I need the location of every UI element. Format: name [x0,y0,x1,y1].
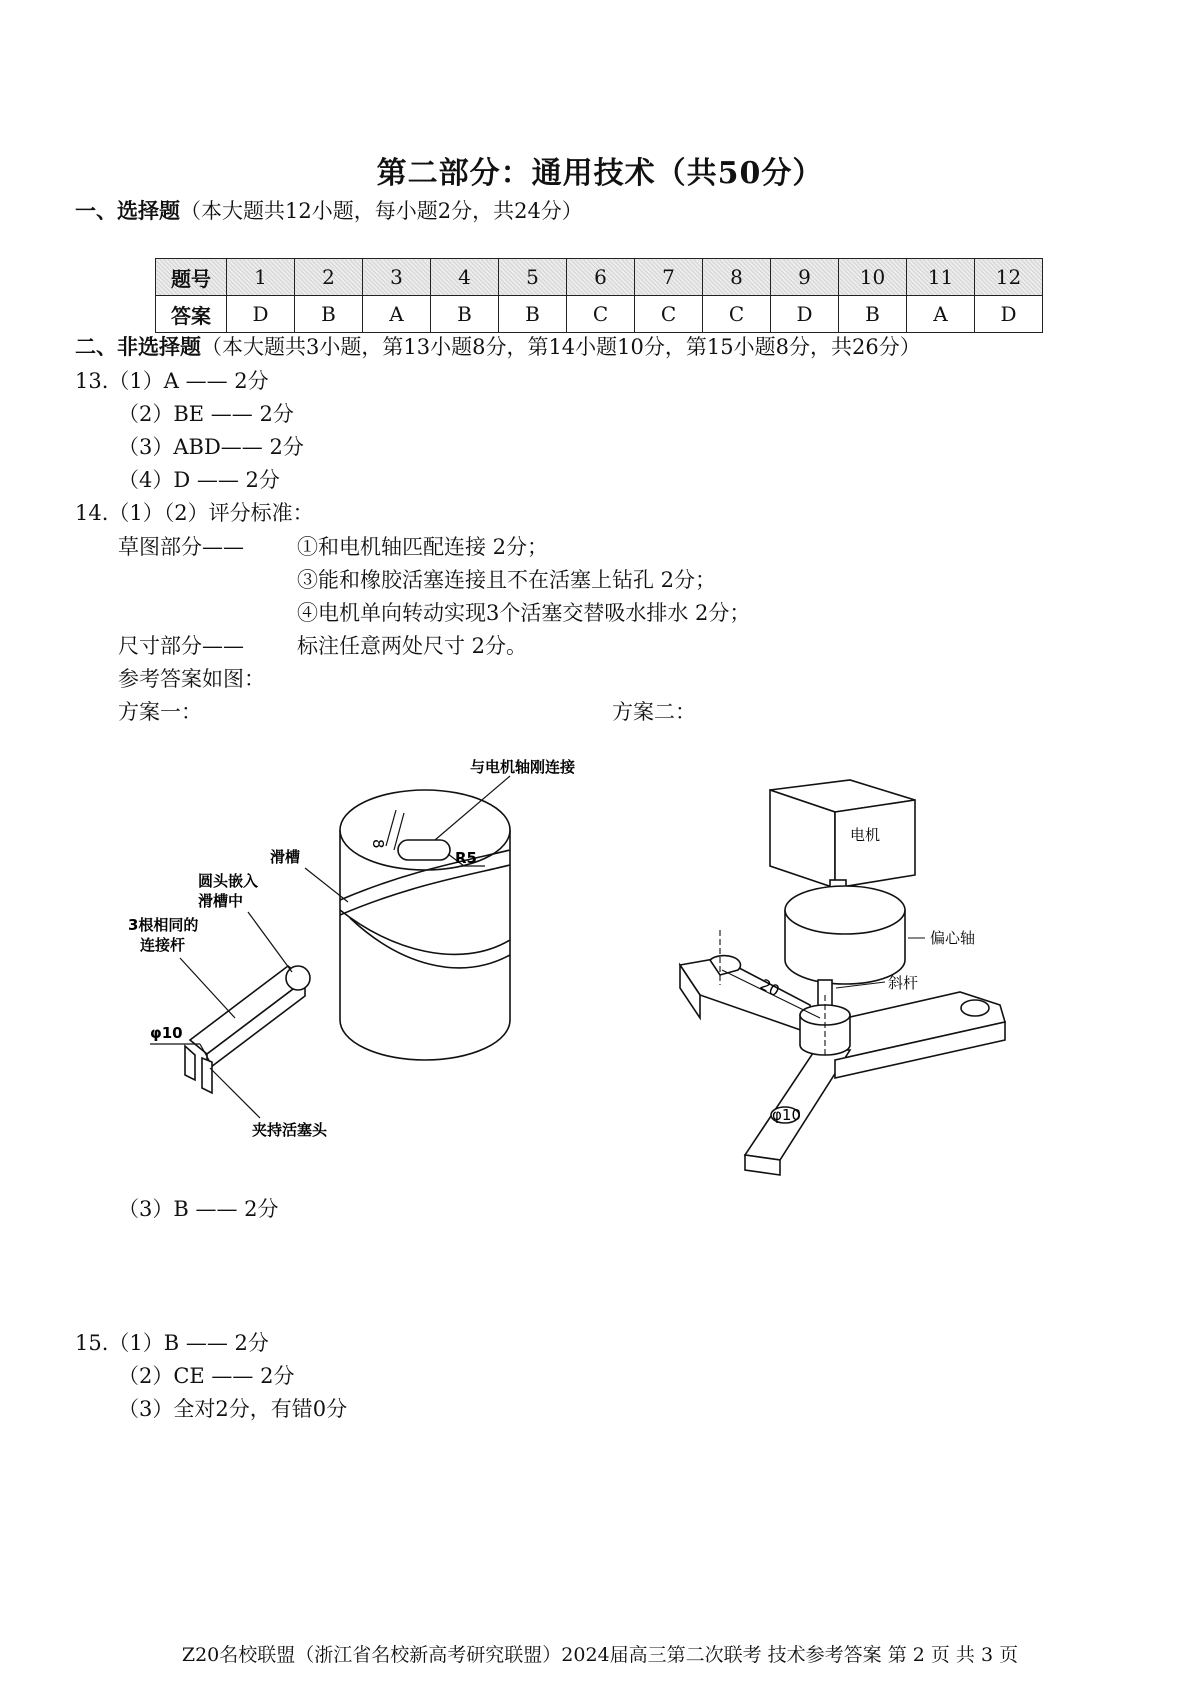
ball-label-2: 滑槽中 [198,892,244,910]
groove-label: 滑槽 [270,848,301,866]
clamp-label: 夹持活塞头 [252,1121,328,1139]
table-cell: B [431,296,499,333]
slant-label: 斜杆 [888,974,919,992]
table-cell: 3 [363,259,431,296]
section2-heading: 二、非选择题 [75,334,201,359]
eccentric-label: 偏心轴 [930,929,976,947]
q15-line-3: （3）全对2分，有错0分 [118,1397,348,1421]
section2-note: （本大题共3小题，第13小题8分，第14小题10分，第15小题8分，共26分） [201,335,921,359]
table-cell: A [363,296,431,333]
table-cell: A [907,296,975,333]
table-cell: D [975,296,1043,333]
r5-label: R5 [455,849,477,867]
q15-line-2: （2）CE —— 2分 [118,1364,295,1388]
motor-label: 电机 [850,826,881,844]
table-cell: 7 [635,259,703,296]
section2-heading-line [75,331,921,361]
answer-table [155,258,1043,333]
table-cell: 11 [907,259,975,296]
rod-fork-left [185,1046,195,1080]
table-cell: C [635,296,703,333]
motor-link-label: 与电机轴刚连接 [470,758,576,776]
table-row-answers [156,296,1043,333]
section1-heading: 一、选择题 [75,198,180,223]
q14-sketch-item-3: ④电机单向转动实现3个活塞交替吸水排水 2分； [297,601,751,625]
page-footer: Z20名校联盟（浙江省名校新高考研究联盟）2024届高三第二次联考 技术参考答案 第 2 页 共 3 页 [181,1644,1019,1666]
q13-line-3: （3）ABD—— 2分 [118,435,304,459]
table-cell: C [567,296,635,333]
table-cell: 6 [567,259,635,296]
phi10-label: φ10 [150,1024,183,1042]
ball-label-1: 圆头嵌入 [198,872,259,890]
hole-right [961,1000,989,1016]
table-cell: 2 [295,259,363,296]
plan1-figure [110,750,610,1170]
section1-note: （本大题共12小题，每小题2分，共24分） [180,199,583,223]
q14-dim-label: 尺寸部分—— [118,634,244,658]
table-cell: B [839,296,907,333]
clamp-leader [210,1068,260,1118]
dim8-label: 8 [369,839,387,849]
q13-line-2: （2）BE —— 2分 [118,402,294,426]
top-slot [398,840,450,860]
table-cell: 5 [499,259,567,296]
table-cell: D [227,296,295,333]
table-cell: 12 [975,259,1043,296]
q14-sketch-label: 草图部分—— [118,535,244,559]
table-cell-label: 答案 [156,296,227,333]
rods-leader [180,958,235,1018]
table-cell-label: 题号 [156,259,227,296]
section1-heading-line [75,195,583,225]
plan2-figure [660,760,1040,1180]
table-cell: 10 [839,259,907,296]
ball-leader [248,912,292,972]
table-row-numbers [156,259,1043,296]
rod-fork-right [202,1058,212,1093]
table-cell: 4 [431,259,499,296]
q14-ref: 参考答案如图： [118,667,265,691]
q14-3: （3）B —— 2分 [118,1197,279,1221]
table-cell: 9 [771,259,839,296]
phi10-label-2: φ10 [772,1106,801,1124]
q13-line-1: 13.（1）A —— 2分 [75,369,269,393]
q14-dim-item: 标注任意两处尺寸 2分。 [297,634,528,658]
table-cell: D [771,296,839,333]
table-cell: 8 [703,259,771,296]
table-cell: 1 [227,259,295,296]
motor-side [835,800,915,888]
table-cell: C [703,296,771,333]
rods-label-2: 连接杆 [140,936,186,954]
table-cell: B [499,296,567,333]
plan2-label: 方案二： [612,700,696,724]
q13-line-4: （4）D —— 2分 [118,468,280,492]
q15-line-1: 15.（1）B —— 2分 [75,1331,269,1355]
table-cell: B [295,296,363,333]
q14-sketch-item-1: ①和电机轴匹配连接 2分； [297,535,549,559]
q14-intro: 14.（1）（2）评分标准： [75,501,314,525]
q14-sketch-item-2: ③能和橡胶活塞连接且不在活塞上钻孔 2分； [297,568,717,592]
page-title: 第二部分：通用技术（共50分） [376,156,824,191]
dim20-label: 20 [757,975,783,1001]
rods-label-1: 3根相同的 [128,916,199,934]
eccentric-top [785,886,905,934]
plan1-label: 方案一： [118,700,202,724]
